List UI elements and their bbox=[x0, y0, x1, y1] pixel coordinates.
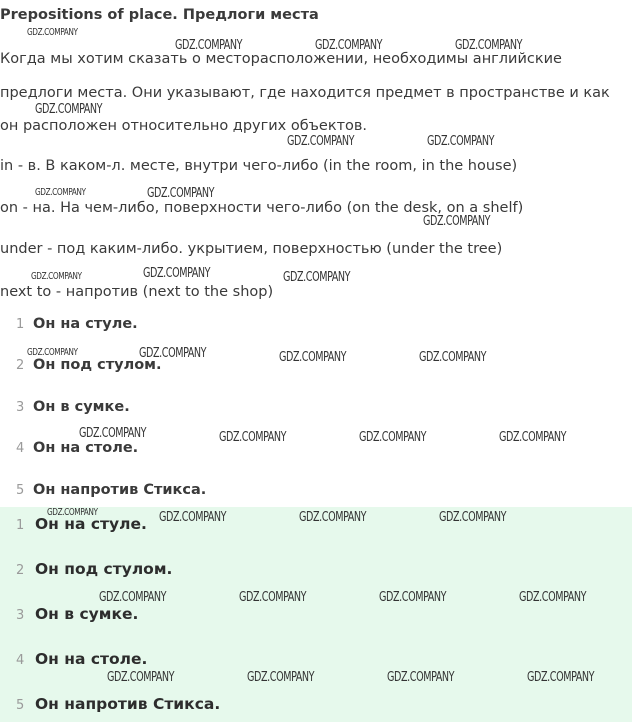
item-text: Он на столе. bbox=[33, 440, 139, 456]
watermark: GDZ.COMPANY bbox=[423, 214, 491, 229]
watermark: GDZ.COMPANY bbox=[143, 266, 211, 281]
watermark: GDZ.COMPANY bbox=[279, 350, 347, 365]
watermark: GDZ.COMPANY bbox=[299, 510, 367, 525]
rule-on: on - на. На чем-либо, поверхности чего-либо (on the desk, on a shelf) bbox=[0, 200, 524, 216]
answer-number: 2 bbox=[16, 563, 25, 578]
item-number: 1 bbox=[16, 317, 25, 332]
item-number: 2 bbox=[16, 358, 25, 373]
answer-item bbox=[16, 560, 172, 578]
watermark: GDZ.COMPANY bbox=[139, 346, 207, 361]
watermark: GDZ.COMPANY bbox=[159, 510, 227, 525]
answer-number: 1 bbox=[16, 518, 25, 533]
watermark: GDZ.COMPANY bbox=[79, 426, 147, 441]
intro-line-3: он расположен относительно других объектов. bbox=[0, 118, 368, 134]
watermark: GDZ.COMPANY bbox=[31, 271, 82, 282]
watermark: GDZ.COMPANY bbox=[175, 38, 243, 53]
watermark: GDZ.COMPANY bbox=[47, 507, 98, 518]
rule-next-to: next to - напротив (next to the shop) bbox=[0, 284, 274, 300]
watermark: GDZ.COMPANY bbox=[239, 590, 307, 605]
answer-item bbox=[16, 605, 138, 623]
watermark: GDZ.COMPANY bbox=[35, 187, 86, 198]
answer-item bbox=[16, 695, 220, 713]
watermark: GDZ.COMPANY bbox=[359, 430, 427, 445]
watermark: GDZ.COMPANY bbox=[387, 670, 455, 685]
watermark: GDZ.COMPANY bbox=[99, 590, 167, 605]
watermark: GDZ.COMPANY bbox=[519, 590, 587, 605]
watermark: GDZ.COMPANY bbox=[283, 270, 351, 285]
intro-line-2: предлоги места. Они указывают, где находится предмет в пространстве и как bbox=[0, 85, 610, 101]
answer-text: Он под стулом. bbox=[35, 560, 173, 578]
answer-text: Он на стуле. bbox=[35, 515, 147, 533]
item-number: 3 bbox=[16, 400, 25, 415]
watermark: GDZ.COMPANY bbox=[527, 670, 595, 685]
rule-in: in - в. В каком-л. месте, внутри чего-либо (in the room, in the house) bbox=[0, 158, 518, 174]
watermark: GDZ.COMPANY bbox=[27, 27, 78, 38]
answer-number: 3 bbox=[16, 608, 25, 623]
watermark: GDZ.COMPANY bbox=[287, 134, 355, 149]
item-text: Он на стуле. bbox=[33, 316, 138, 332]
exercise-item bbox=[16, 399, 130, 415]
watermark: GDZ.COMPANY bbox=[27, 347, 78, 358]
watermark: GDZ.COMPANY bbox=[107, 670, 175, 685]
watermark: GDZ.COMPANY bbox=[147, 186, 215, 201]
answer-number: 4 bbox=[16, 653, 25, 668]
watermark: GDZ.COMPANY bbox=[219, 430, 287, 445]
item-number: 5 bbox=[16, 483, 25, 498]
answer-text: Он в сумке. bbox=[35, 605, 139, 623]
answer-number: 5 bbox=[16, 698, 25, 713]
answer-text: Он на столе. bbox=[35, 650, 148, 668]
exercise-item bbox=[16, 482, 206, 498]
watermark: GDZ.COMPANY bbox=[247, 670, 315, 685]
watermark: GDZ.COMPANY bbox=[455, 38, 523, 53]
item-text: Он напротив Стикса. bbox=[33, 482, 207, 498]
watermark: GDZ.COMPANY bbox=[499, 430, 567, 445]
page-title: Prepositions of place. Предлоги места bbox=[0, 7, 319, 23]
intro-line-1: Когда мы хотим сказать о месторасположении, необходимы английские bbox=[0, 51, 562, 67]
exercise-item bbox=[16, 316, 138, 332]
watermark: GDZ.COMPANY bbox=[379, 590, 447, 605]
watermark: GDZ.COMPANY bbox=[439, 510, 507, 525]
watermark: GDZ.COMPANY bbox=[419, 350, 487, 365]
item-text: Он в сумке. bbox=[33, 399, 130, 415]
rule-under: under - под каким-либо. укрытием, поверхностью (under the tree) bbox=[0, 241, 503, 257]
watermark: GDZ.COMPANY bbox=[315, 38, 383, 53]
item-number: 4 bbox=[16, 441, 25, 456]
item-text: Он под стулом. bbox=[33, 357, 162, 373]
watermark: GDZ.COMPANY bbox=[35, 102, 103, 117]
answer-item bbox=[16, 650, 147, 668]
exercise-item bbox=[16, 440, 138, 456]
answer-text: Он напротив Стикса. bbox=[35, 695, 221, 713]
watermark: GDZ.COMPANY bbox=[427, 134, 495, 149]
